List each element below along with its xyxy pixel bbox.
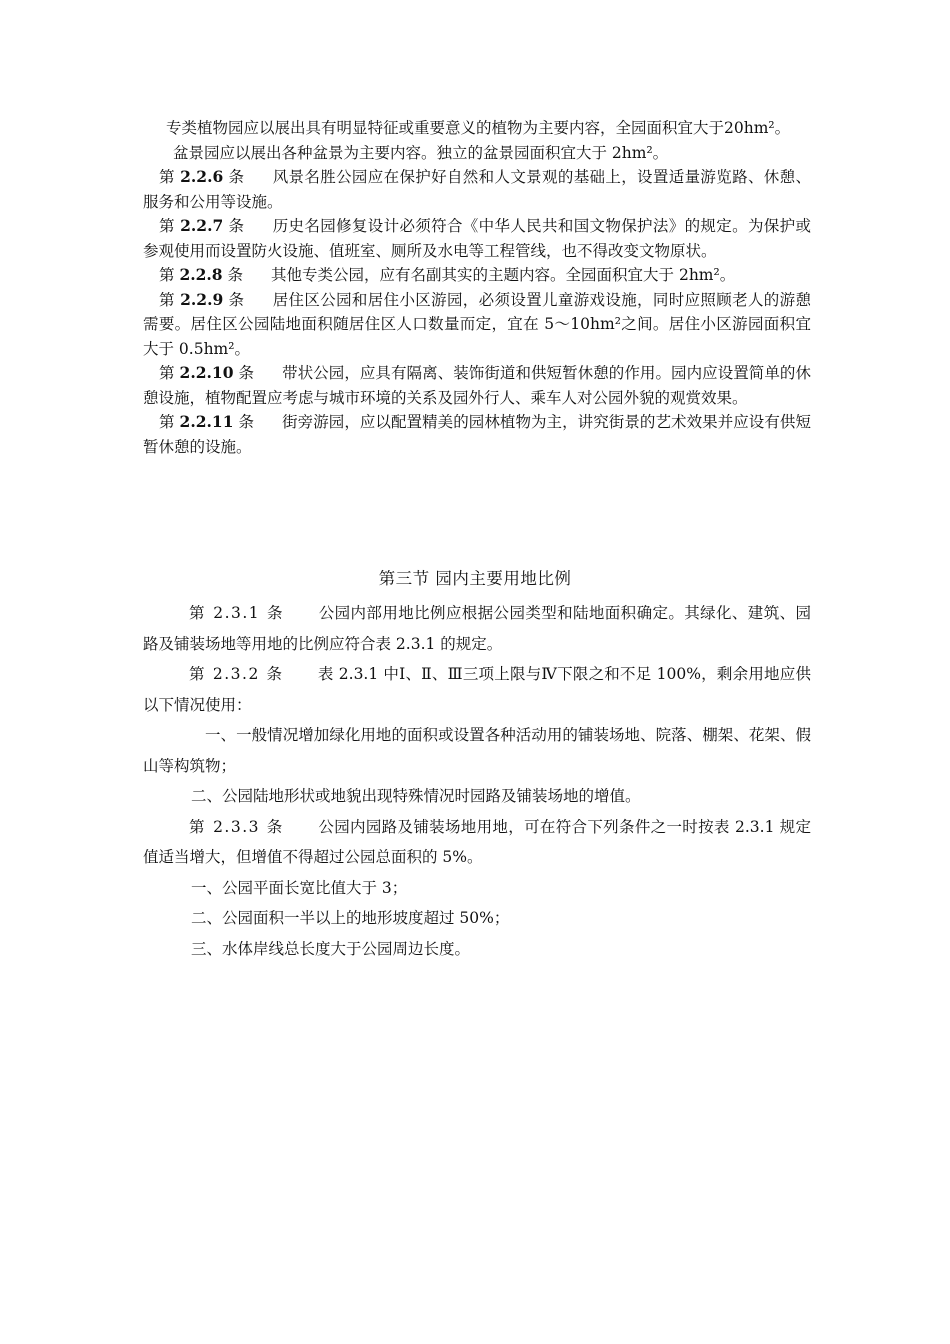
article-label: 第 2.3.1 条 [189,604,285,622]
article-text: 公园内园路及铺装场地用地，可在符合下列条件之一时按表 2.3.1 规定值适当增大，但增值不得超过公园总面积的 5%。 [143,817,811,866]
paragraph: 专类植物园应以展出具有明显特征或重要意义的植物为主要内容，全园面积宜大于20hm²。 [166,119,791,137]
article-text: 历史名园修复设计必须符合《中华人民共和国文物保护法》的规定。为保护或参观使用而设置防火设施、值班室、厕所及水电等工程管线，也不得改变文物原状。 [143,217,811,260]
article-2-2-6 [143,165,811,214]
article-2-3-1 [143,598,811,659]
article-2-2-9 [143,288,811,362]
list-item: 一、公园平面长宽比值大于 3； [191,878,408,897]
article-label: 第 2.2.8 条 [159,265,244,284]
list-item: 二、公园陆地形状或地貌出现特殊情况时园路及铺装场地的增值。 [191,787,641,805]
article-text: 表 2.3.1 中Ⅰ、Ⅱ、Ⅲ三项上限与Ⅳ下限之和不足 100%，剩余用地应供以下情况使用： [143,665,811,714]
article-text: 街旁游园，应以配置精美的园林植物为主，讲究街景的艺术效果并应设有供短暂休憩的设施。 [143,413,811,456]
article-label: 第 2.2.10 条 [159,363,255,382]
article-2-2-11 [143,410,811,459]
list-item: 三、水体岸线总长度大于公园周边长度。 [191,939,471,958]
article-label: 第 2.2.6 条 [159,167,245,186]
section-title: 第三节 园内主要用地比例 [378,569,572,588]
article-2-2-8 [143,263,811,288]
list-item: 一、一般情况增加绿化用地的面积或设置各种活动用的铺装场地、院落、棚架、花架、假山等构筑物； [143,726,811,775]
article-label: 第 2.3.3 条 [189,817,285,836]
article-label: 第 2.2.7 条 [159,216,245,235]
section-2-2-text [143,116,811,459]
list-item: 二、公园面积一半以上的地形坡度超过 50%； [191,909,510,927]
article-text: 居住区公园和居住小区游园，必须设置儿童游戏设施，同时应照顾老人的游憩需要。居住区公园陆地面积随居住区人口数量而定，宜在 5～10hm²之间。居住小区游园面积宜大于 0.5hm²。 [143,290,811,358]
article-2-3-3 [143,812,811,873]
article-text: 其他专类公园，应有名副其实的主题内容。全园面积宜大于 2hm²。 [271,266,736,284]
article-label: 第 2.2.9 条 [159,289,245,309]
article-text: 公园内部用地比例应根据公园类型和陆地面积确定。其绿化、建筑、园路及铺装场地等用地的比例应符合表 2.3.1 的规定。 [143,604,811,653]
article-text: 带状公园，应具有隔离、装饰街道和供短暂休憩的作用。园内应设置简单的休憩设施，植物配置应考虑与城市环境的关系及园外行人、乘车人对公园外貌的观赏效果。 [143,364,811,407]
article-label: 第 2.2.11 条 [159,412,255,431]
article-2-3-2 [143,659,811,720]
article-text: 风景名胜公园应在保护好自然和人文景观的基础上，设置适量游览路、休憩、服务和公用等设施。 [143,168,811,211]
article-2-2-10 [143,361,811,410]
article-2-2-7 [143,214,811,263]
paragraph: 盆景园应以展出各种盆景为主要内容。独立的盆景园面积宜大于 2hm²。 [173,143,669,162]
section-3-text [143,598,811,964]
article-label: 第 2.3.2 条 [189,665,284,683]
